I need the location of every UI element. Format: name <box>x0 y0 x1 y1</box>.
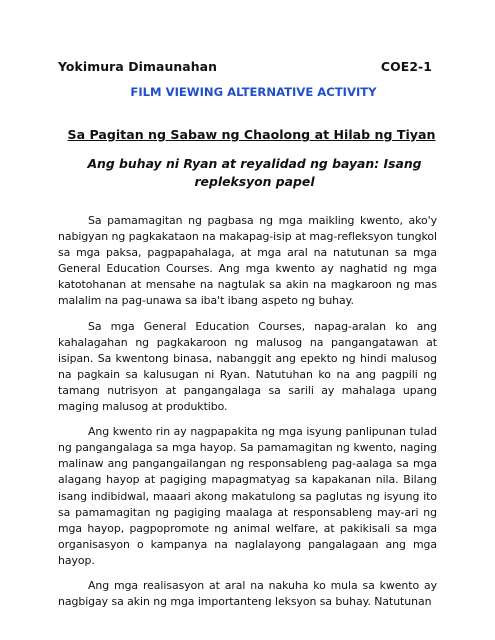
subtitle: Ang buhay ni Ryan at reyalidad ng bayan: Isang repleksyon papel <box>87 156 422 189</box>
author-name: Yokimura Dimaunahan <box>58 59 218 74</box>
main-title: Sa Pagitan ng Sabaw ng Chaolong at Hilab ng Tiyan <box>67 127 436 142</box>
paragraph: Ang mga realisasyon at aral na nakuha ko mula sa kwento ay nagbigay sa akin ng mga importanteng leksyon sa buhay. Natutunan <box>58 578 437 609</box>
activity-title: FILM VIEWING ALTERNATIVE ACTIVITY <box>130 85 377 99</box>
body-text <box>58 213 437 619</box>
section-code: COE2-1 <box>380 59 432 74</box>
paragraph: Sa mga General Education Courses, napag-aralan ko ang kahalagahan ng pagkakaroon ng malusog na pangangatawan at isipan. Sa kwentong binasa, nabanggit ang epekto ng hindi malusog na pagkain sa kalusugan ni Ryan. Natutuhan ko na ang pagpili ng tamang nutrisyon at pangangalaga sa sarili ay mahalaga upang maging malusog at produktibo. <box>58 319 437 414</box>
paragraph: Ang kwento rin ay nagpapakita ng mga isyung panlipunan tulad ng pangangalaga sa mga hayop. Sa pamamagitan ng kwento, naging malinaw ang pangangailangan ng responsableng pag-aalaga sa mga alagang hayop at pagiging mapagmatyag sa kapakanan nila. Bilang isang indibidwal, maaari akong makatulong sa paglutas ng isyung ito sa pamamagitan ng pagiging maalaga at responsableng may-ari ng mga hayop, pagpopromote ng animal welfare, at pakikisali sa mga organisasyon o kampanya na naglalayong pangalagaan ang mga hayop. <box>58 425 437 567</box>
paragraph: Sa pamamagitan ng pagbasa ng mga maikling kwento, ako'y nabigyan ng pagkakataon na makapag-isip at mag-refleksyon tungkol sa mga paksa, pagpapahalaga, at mga aral na natutunan sa mga General Education Courses. Ang mga kwento ay naghatid ng mga katotohanan at mensahe na nagtulak sa akin na magkaroon ng mas malalim na pag-unawa sa iba't ibang aspeto ng buhay. <box>58 214 437 308</box>
header-line <box>58 59 432 74</box>
